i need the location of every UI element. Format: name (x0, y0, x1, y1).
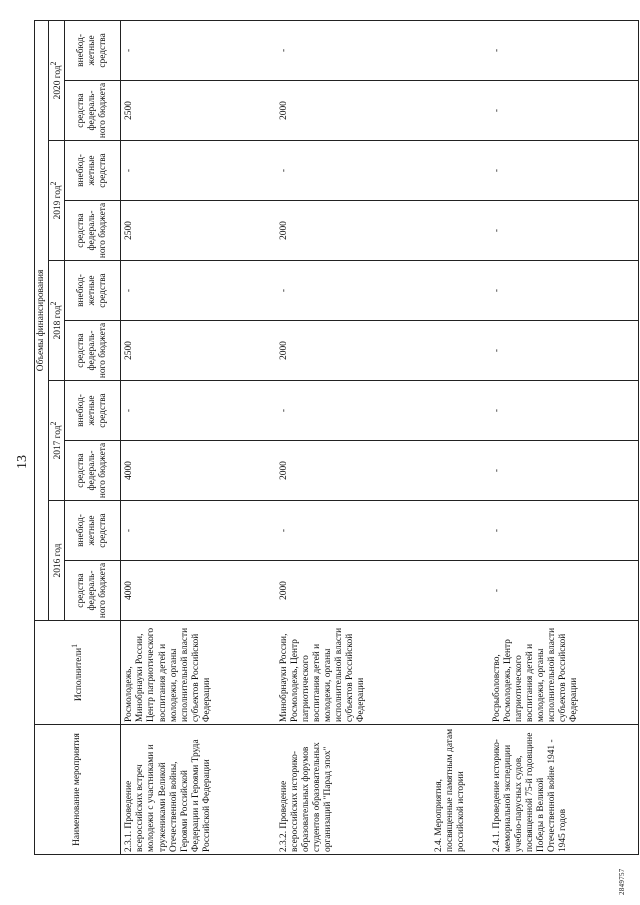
value-cell: - (489, 441, 639, 501)
value-cell: - (121, 141, 276, 201)
value-cell (431, 141, 489, 201)
value-cell: 2000 (276, 441, 431, 501)
value-cell: - (489, 20, 639, 80)
value-cell: - (276, 501, 431, 561)
header-year-2019: 2019 год$^2$ (49, 141, 65, 261)
header-federal-2020: средства федераль-ного бюджета (65, 81, 121, 141)
value-cell (431, 441, 489, 501)
header-executors: Исполнители$^1$ (35, 621, 121, 725)
value-cell: 2500 (121, 81, 276, 141)
table-row (121, 20, 276, 854)
value-cell: 2000 (276, 201, 431, 261)
value-cell (431, 201, 489, 261)
table-row (276, 20, 431, 854)
row-name: 2.3.2. Проведение всероссийских историко-образовательных форумов студентов образовательных организаций "Парад эпох" (276, 725, 431, 855)
row-executors: Росмолодежь, Минобрнауки России, Центр патриотического воспитания детей и молодежи, органы исполнительной власти субъектов Российской Федерации (121, 621, 276, 725)
value-cell: - (489, 261, 639, 321)
value-cell: 2500 (121, 201, 276, 261)
table-header (35, 20, 121, 854)
value-cell: 2000 (276, 561, 431, 621)
header-offbudget-2019: внебюд-жетные средства (65, 141, 121, 201)
header-offbudget-2018: внебюд-жетные средства (65, 261, 121, 321)
value-cell: - (121, 20, 276, 80)
row-name: 2.4.1. Проведение историко-мемориальной экспедиции учебно-парусных судов, посвященной 75-й годовщине Победы в Великой Отечественной войне 1941 - 1945 годов (489, 725, 639, 855)
header-federal-2016: средства федераль-ного бюджета (65, 561, 121, 621)
value-cell: - (489, 321, 639, 381)
value-cell (431, 561, 489, 621)
value-cell (431, 501, 489, 561)
value-cell: - (489, 501, 639, 561)
value-cell: 4000 (121, 561, 276, 621)
value-cell: - (121, 261, 276, 321)
header-offbudget-2020: внебюд-жетные средства (65, 20, 121, 80)
value-cell: - (121, 381, 276, 441)
value-cell: - (276, 381, 431, 441)
document-code: 2849757 (618, 868, 626, 895)
row-name: 2.3.1. Проведение всероссийских встреч молодежи с участниками и тружениками Великой Отечественной войны, Героями Российской Федерации и Героями Труда Российской Федерации (121, 725, 276, 855)
row-name: 2.4. Мероприятия, посвященные памятным датам российской истории (431, 725, 489, 855)
table-row (489, 20, 639, 854)
value-cell (431, 261, 489, 321)
value-cell: - (489, 201, 639, 261)
header-financing: Объемы финансирования (35, 20, 49, 620)
value-cell: - (276, 141, 431, 201)
value-cell: 2000 (276, 81, 431, 141)
value-cell (431, 321, 489, 381)
value-cell: 2000 (276, 321, 431, 381)
header-year-2018: 2018 год$^2$ (49, 261, 65, 381)
page-number: 13 (15, 455, 30, 469)
header-name: Наименование мероприятия (35, 725, 121, 855)
value-cell (431, 381, 489, 441)
value-cell (431, 20, 489, 80)
table-body (121, 20, 639, 854)
header-federal-2017: средства федераль-ного бюджета (65, 441, 121, 501)
header-federal-2018: средства федераль-ного бюджета (65, 321, 121, 381)
value-cell: - (489, 381, 639, 441)
value-cell: 2500 (121, 321, 276, 381)
value-cell: 4000 (121, 441, 276, 501)
table-row (431, 20, 489, 854)
row-executors: Минобрнауки России, Росмолодежь, Центр патриотического воспитания детей и молодежи, органы исполнительной власти субъектов Российской Федерации (276, 621, 431, 725)
header-offbudget-2016: внебюд-жетные средства (65, 501, 121, 561)
row-executors (431, 621, 489, 725)
header-federal-2019: средства федераль-ного бюджета (65, 201, 121, 261)
header-year-2020: 2020 год$^2$ (49, 20, 65, 140)
value-cell: - (276, 20, 431, 80)
value-cell: - (121, 501, 276, 561)
header-year-2016: 2016 год (49, 501, 65, 621)
row-executors: Росрыболовство, Росмолодежь, Центр патриотического воспитания детей и молодежи, органы исполнительной власти субъектов Российской Федерации (489, 621, 639, 725)
header-year-2017: 2017 год$^2$ (49, 381, 65, 501)
value-cell: - (489, 561, 639, 621)
value-cell: - (276, 261, 431, 321)
value-cell (431, 81, 489, 141)
value-cell: - (489, 141, 639, 201)
value-cell: - (489, 81, 639, 141)
header-offbudget-2017: внебюд-жетные средства (65, 381, 121, 441)
financing-table (34, 20, 639, 855)
